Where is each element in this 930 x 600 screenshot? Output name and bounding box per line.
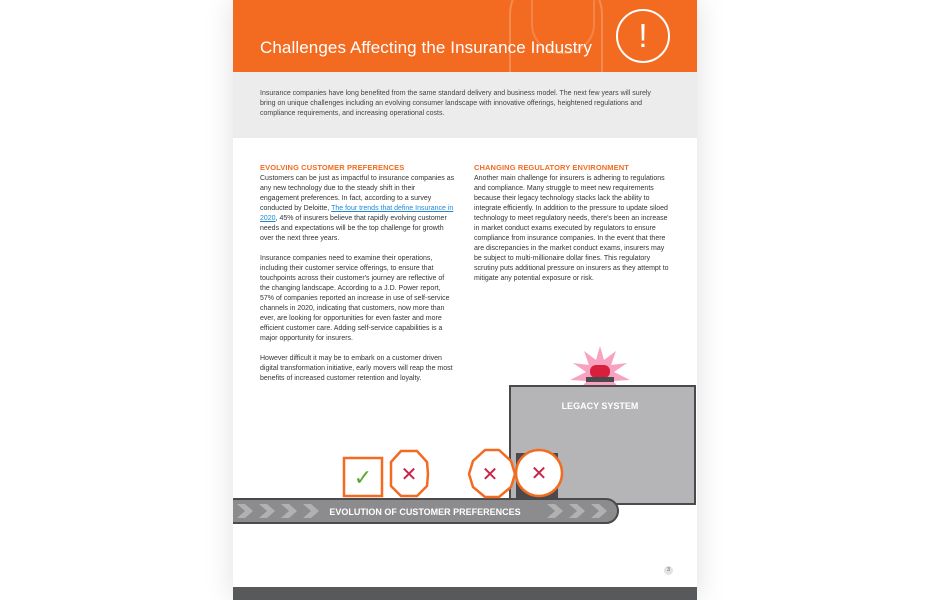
- x-icon: ✕: [400, 462, 418, 486]
- section-heading: CHANGING REGULATORY ENVIRONMENT: [474, 163, 629, 172]
- intro-panel: [233, 72, 697, 138]
- alarm-light-base: [586, 377, 614, 382]
- page-number: 3: [664, 566, 673, 575]
- footer-bar: [233, 587, 697, 600]
- alarm-light-icon: [590, 365, 610, 378]
- page-title: Challenges Affecting the Insurance Industry: [260, 38, 592, 57]
- section-heading: EVOLVING CUSTOMER PREFERENCES: [260, 163, 405, 172]
- conveyor-illustration: [233, 340, 697, 540]
- paragraph: However difficult it may be to embark on a customer driven digital transformation initiative, early movers will reap the most benefits of increased customer retention and loyalty.: [260, 355, 453, 382]
- paragraph: Insurance companies need to examine their operations, including their customer service offerings, to ensure that touchpoints across their customer's journey are reflective of the changing landscape. According to a J.D. Power report, 57% of companies reported an increase in use of self-service channels in 2020, indicating that customers, now more than ever, are looking for opportunities for even faster and more efficient customer care. Adding self-service capabilities is a major opportunity for insurers.: [260, 255, 450, 342]
- alert-icon: !: [616, 9, 670, 63]
- intro-text: Insurance companies have long benefited from the same standard delivery and business model. The next few years will surely bring on unique challenges including an evolving consumer landscape with innovative offerings, heightened regulations and compliance requirements, and increasing operational costs.: [260, 90, 651, 117]
- document-page: [233, 0, 697, 600]
- x-icon: ✕: [481, 462, 499, 486]
- check-icon: ✓: [353, 466, 373, 491]
- paragraph-text: Customers can be just as impactful to insurance companies as any new technology due to the steady shift in their engagement preferences. In fact, according to a survey conducted by Deloitte,: [260, 175, 455, 212]
- header-banner: [233, 0, 697, 72]
- right-column: [474, 163, 669, 294]
- paragraph: Another main challenge for insurers is adhering to regulations and compliance. Many struggle to meet new requirements because their legacy technology stacks lack the ability to integrate efficiently. In addition to the pressure to update siloed technology to meet regulatory needs, there's been an increase in market conduct exams executed by regulators to ensure compliance from insurance companies. In the event that there are discrepancies in the market conduct exams, insurers may be subject to multi-millionaire dollar fines. This regulatory scrutiny puts additional pressure on insurers as they attempt to mitigate any potential exposure or risk.: [474, 175, 669, 282]
- paragraph: [260, 174, 455, 244]
- paragraph-text: , 45% of insurers believe that rapidly evolving customer needs and expectations will be the top challenge for growth over the next three years.: [260, 215, 447, 242]
- x-icon: ✕: [530, 461, 548, 485]
- deloitte-report-link[interactable]: The four trends that define Insurance in 2020: [260, 205, 454, 222]
- legacy-system-label: LEGACY SYSTEM: [561, 401, 639, 411]
- conveyor-label: EVOLUTION OF CUSTOMER PREFERENCES: [329, 507, 521, 517]
